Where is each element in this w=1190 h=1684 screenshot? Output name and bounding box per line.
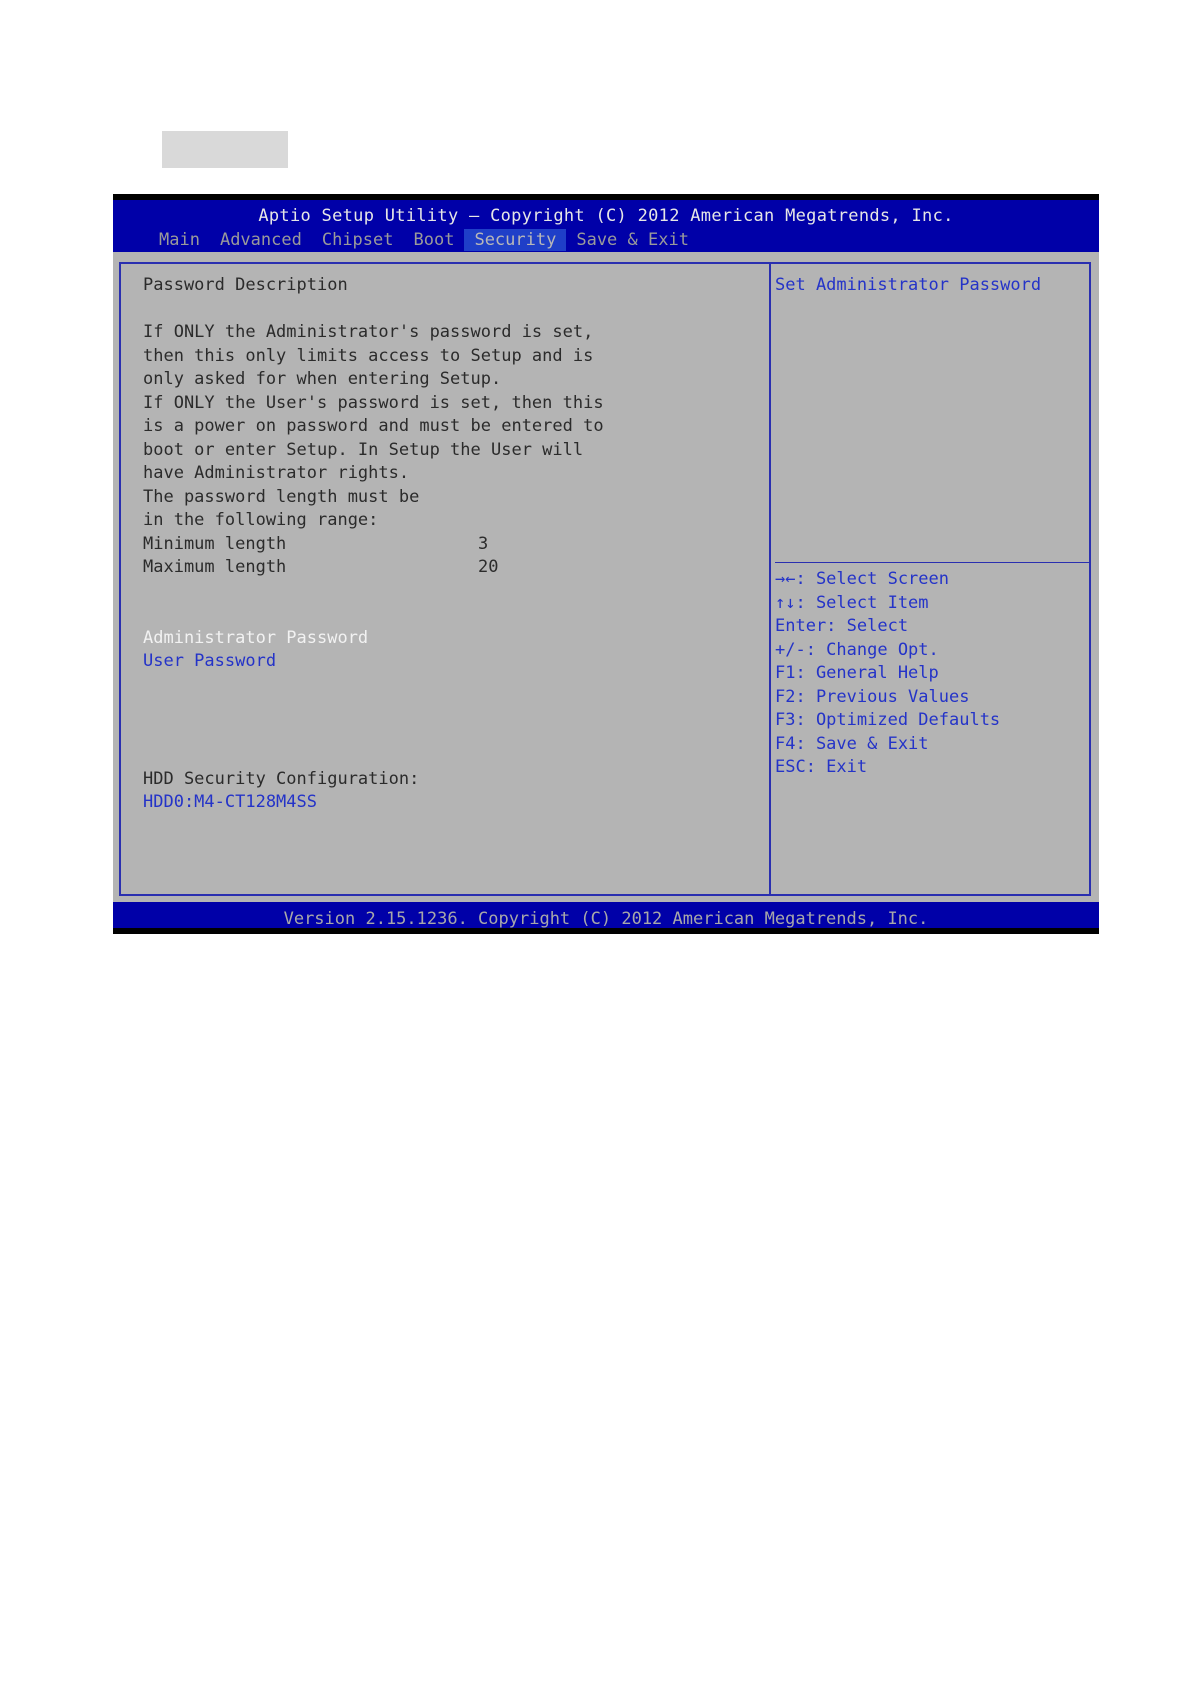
description-line: only asked for when entering Setup. (143, 369, 502, 389)
tab-security[interactable]: Security (464, 229, 566, 251)
settings-panel (113, 252, 1099, 902)
menu-bar (149, 229, 699, 251)
key-legend (775, 568, 1085, 780)
blank-line (143, 674, 743, 698)
tab-boot[interactable]: Boot (413, 230, 455, 250)
key-select-item: ↑↓: Select Item (775, 592, 929, 613)
minimum-length-label: Minimum length (143, 533, 287, 554)
key-select-screen: →←: Select Screen (775, 569, 949, 589)
blank-line (143, 603, 743, 627)
administrator-password-item[interactable]: Administrator Password (143, 627, 369, 648)
bios-title: Aptio Setup Utility – Copyright (C) 2012 American Megatrends, Inc. (258, 206, 954, 226)
blank-line (143, 721, 743, 745)
blank-line (143, 298, 743, 322)
minimum-length-value: 3 (478, 533, 489, 554)
hdd-security-item[interactable]: HDD0:M4-CT128M4SS (143, 792, 317, 812)
key-optimized-defaults: F3: Optimized Defaults (775, 710, 1001, 730)
key-general-help: F1: General Help (775, 663, 939, 683)
maximum-length-label: Maximum length (143, 557, 287, 577)
tab-save-exit[interactable]: Save & Exit (576, 230, 689, 250)
maximum-length-row (143, 556, 743, 580)
key-enter-select: Enter: Select (775, 616, 909, 636)
panel-divider-vertical (769, 262, 771, 896)
key-esc-exit: ESC: Exit (775, 757, 868, 777)
page-tab-placeholder (162, 131, 288, 168)
bios-footer: Version 2.15.1236. Copyright (C) 2012 American Megatrends, Inc. (283, 909, 929, 929)
description-line: in the following range: (143, 510, 379, 530)
key-save-exit: F4: Save & Exit (775, 733, 929, 754)
hdd-security-label: HDD Security Configuration: (143, 768, 420, 789)
bios-window (113, 194, 1099, 934)
help-divider (775, 562, 1091, 563)
description-line: The password length must be (143, 486, 420, 507)
user-password-item[interactable]: User Password (143, 651, 277, 671)
description-line: boot or enter Setup. In Setup the User will (143, 439, 584, 460)
help-panel (775, 274, 1085, 298)
description-line: then this only limits access to Setup and is (143, 345, 594, 366)
description-line: is a power on password and must be entered to (143, 416, 604, 436)
minimum-length-row (143, 533, 743, 557)
help-text: Set Administrator Password (775, 275, 1042, 295)
blank-line (143, 744, 743, 768)
description-line: have Administrator rights. (143, 463, 410, 483)
blank-line (143, 580, 743, 604)
tab-chipset[interactable]: Chipset (321, 230, 394, 250)
settings-list (143, 274, 743, 815)
blank-line (143, 697, 743, 721)
description-line: If ONLY the User's password is set, then this (143, 392, 604, 413)
tab-main[interactable]: Main (159, 230, 200, 250)
password-description-title: Password Description (143, 275, 348, 295)
description-line: If ONLY the Administrator's password is set, (143, 322, 594, 342)
key-previous-values: F2: Previous Values (775, 686, 970, 707)
key-change-opt: +/-: Change Opt. (775, 639, 939, 660)
maximum-length-value: 20 (478, 557, 499, 577)
tab-advanced[interactable]: Advanced (219, 230, 302, 250)
